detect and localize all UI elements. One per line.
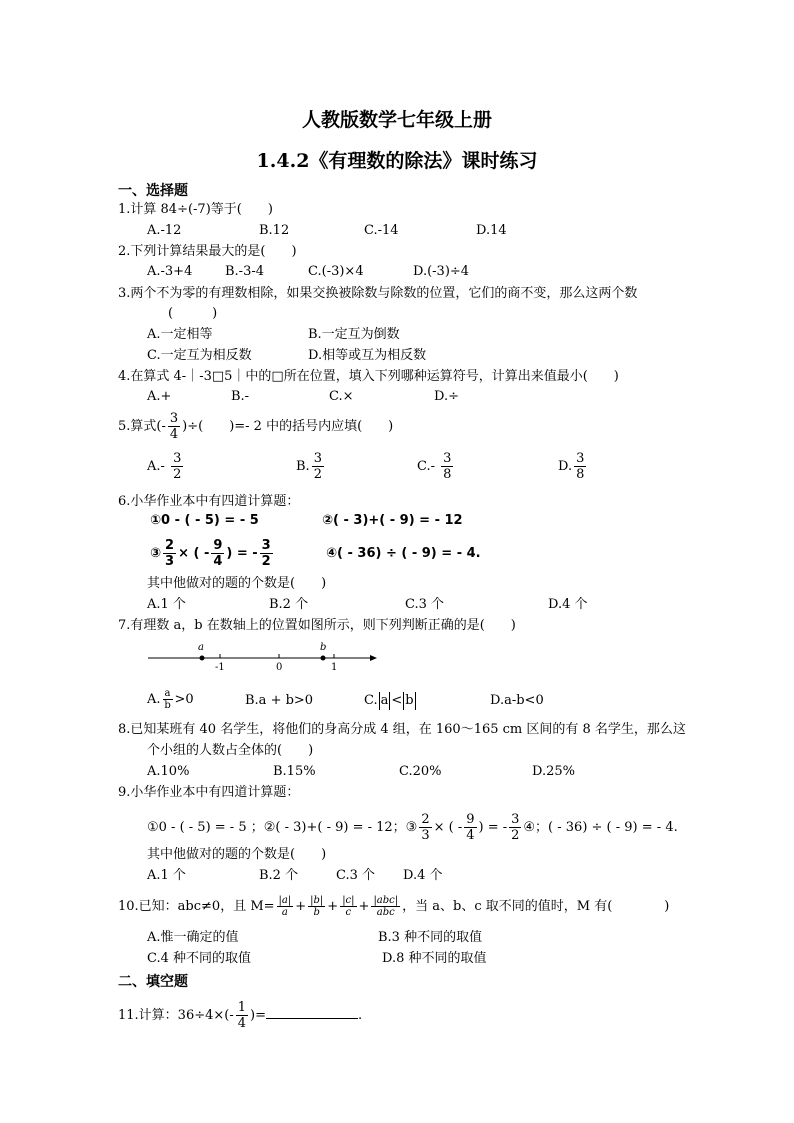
q5-stem: 5.算式(- $\frac{3}{4}$ )÷( )=- 2 中的括号内应填( ): [118, 411, 394, 442]
q4-option-c: C.×: [329, 389, 354, 404]
q3-stem: 3.两个不为零的有理数相除，如果交换被除数与除数的位置，它们的商不变，那么这两个数: [118, 286, 638, 301]
q10-option-c: C.4 种不同的取值: [147, 951, 252, 966]
q6-stem: 6.小华作业本中有四道计算题：: [118, 494, 300, 509]
q3-option-c: C.一定互为相反数: [147, 348, 252, 363]
q6-option-b: B.2 个: [269, 597, 309, 612]
q4-stem: 4.在算式 4-｜-3□5｜中的□所在位置，填入下列哪种运算符号，计算出来值最小( ): [118, 369, 619, 384]
q6-equation-4: ④( - 36) ÷ ( - 9) = - 4.: [326, 546, 481, 561]
q7-option-b: B.a + b>0: [245, 693, 314, 708]
q1-option-b: B.12: [259, 223, 290, 238]
q8-option-c: C.20%: [399, 764, 442, 779]
q10-option-d: D.8 种不同的取值: [382, 951, 487, 966]
page-subtitle: 1.4.2《有理数的除法》课时练习: [256, 150, 538, 172]
q1-option-c: C.-14: [364, 223, 399, 238]
q3-option-d: D.相等或互为相反数: [308, 348, 427, 363]
q6-question: 其中他做对的题的个数是( ): [147, 576, 327, 591]
section-heading-choice: 一、选择题: [118, 183, 188, 199]
q9-question: 其中他做对的题的个数是( ): [147, 847, 327, 862]
q1-stem: 1.计算 84÷(-7)等于( ): [118, 202, 273, 217]
section-heading-fill: 二、填空题: [118, 974, 188, 990]
q5-option-a: A.- $\frac{3}{2}$: [147, 451, 182, 482]
point-b: [321, 656, 326, 661]
q2-stem: 2.下列计算结果最大的是( ): [118, 244, 297, 259]
q4-option-d: D.÷: [434, 389, 459, 404]
q5-fraction: $\frac{3}{4}$: [169, 411, 179, 442]
q9-option-d: D.4 个: [403, 868, 443, 883]
q2-option-c: C.(-3)×4: [308, 264, 364, 279]
q1-option-d: D.14: [476, 223, 507, 238]
q7-stem: 7.有理数 a，b 在数轴上的位置如图所示，则下列判断正确的是( ): [118, 618, 516, 633]
q9-equations: ①0 - ( - 5) = - 5 ；②( - 3)+( - 9) = - 12；③ $\frac{2}{3}$ × ( - $\frac{9}{4}$ ) = - $\frac{3}{2}$ ④；( - 36) ÷ ( - 9) = - 4.: [147, 812, 678, 843]
q9-option-b: B.2 个: [259, 868, 299, 883]
q9-option-c: C.3 个: [336, 868, 376, 883]
q8-stem-cont: 个小组的人数占全体的( ): [147, 743, 314, 758]
q7-option-c: C. a < b: [364, 693, 414, 708]
label-a: a: [198, 642, 204, 653]
q6-option-c: C.3 个: [405, 597, 445, 612]
q8-option-b: B.15%: [273, 764, 316, 779]
q8-stem: 8.已知某班有 40 名学生，将他们的身高分成 4 组，在 160～165 cm 区间的有 8 名学生，那么这: [118, 722, 686, 737]
q8-option-d: D.25%: [532, 764, 575, 779]
q5-option-d: D. $\frac{3}{8}$: [558, 451, 585, 482]
q9-option-a: A.1 个: [147, 868, 186, 883]
q6-option-a: A.1 个: [147, 597, 186, 612]
q3-option-a: A.一定相等: [147, 327, 213, 342]
q2-option-a: A.-3+4: [147, 264, 193, 279]
q6-equation-3: ③ $\frac{2}{3}$ × ( - $\frac{9}{4}$ ) = - $\frac{3}{2}$: [150, 538, 271, 569]
number-line-figure: [145, 638, 380, 674]
point-a: [200, 656, 205, 661]
q6-equation-2: ②( - 3)+( - 9) = - 12: [322, 513, 463, 528]
tick-label-minus-one: -1: [215, 662, 225, 673]
q6-option-d: D.4 个: [548, 597, 588, 612]
q1-option-a: A.-12: [147, 223, 182, 238]
q4-option-a: A.+: [147, 389, 172, 404]
q4-option-b: B.-: [231, 389, 250, 404]
label-b: b: [320, 642, 327, 653]
q7-option-d: D.a-b<0: [490, 693, 544, 708]
number-line-arrow: [370, 655, 377, 661]
q11-answer-blank[interactable]: [266, 1006, 358, 1019]
q3-stem-cont: ( ): [168, 306, 218, 321]
q9-stem: 9.小华作业本中有四道计算题：: [118, 785, 300, 800]
q2-option-d: D.(-3)÷4: [413, 264, 470, 279]
q5-option-c: C.- $\frac{3}{8}$: [417, 451, 452, 482]
page-title: 人教版数学七年级上册: [301, 109, 492, 131]
q5-option-b: B. $\frac{3}{2}$: [296, 451, 322, 482]
q7-option-a: A. $\frac{a}{b}$ >0: [147, 688, 194, 711]
q11-stem: 11.计算：36÷4×(- $\frac{1}{4}$ )= .: [118, 1000, 363, 1031]
tick-label-zero: 0: [276, 662, 283, 673]
tick-label-one: 1: [331, 662, 338, 673]
q10-option-a: A.惟一确定的值: [147, 930, 239, 945]
q10-stem: 10.已知：abc≠0，且 M= $\frac{|a|}{a}$ + $\frac{|b|}{b}$ + $\frac{|c|}{c}$ + $\frac{\text{|abc|}}{\text{abc}}$ ，当 a、b、c 取不同的值时，M 有( ): [118, 895, 670, 918]
q2-option-b: B.-3-4: [225, 264, 265, 279]
q10-option-b: B.3 种不同的取值: [378, 930, 483, 945]
q3-option-b: B.一定互为倒数: [308, 327, 400, 342]
q8-option-a: A.10%: [147, 764, 190, 779]
q6-equation-1: ①0 - ( - 5) = - 5: [150, 513, 259, 528]
